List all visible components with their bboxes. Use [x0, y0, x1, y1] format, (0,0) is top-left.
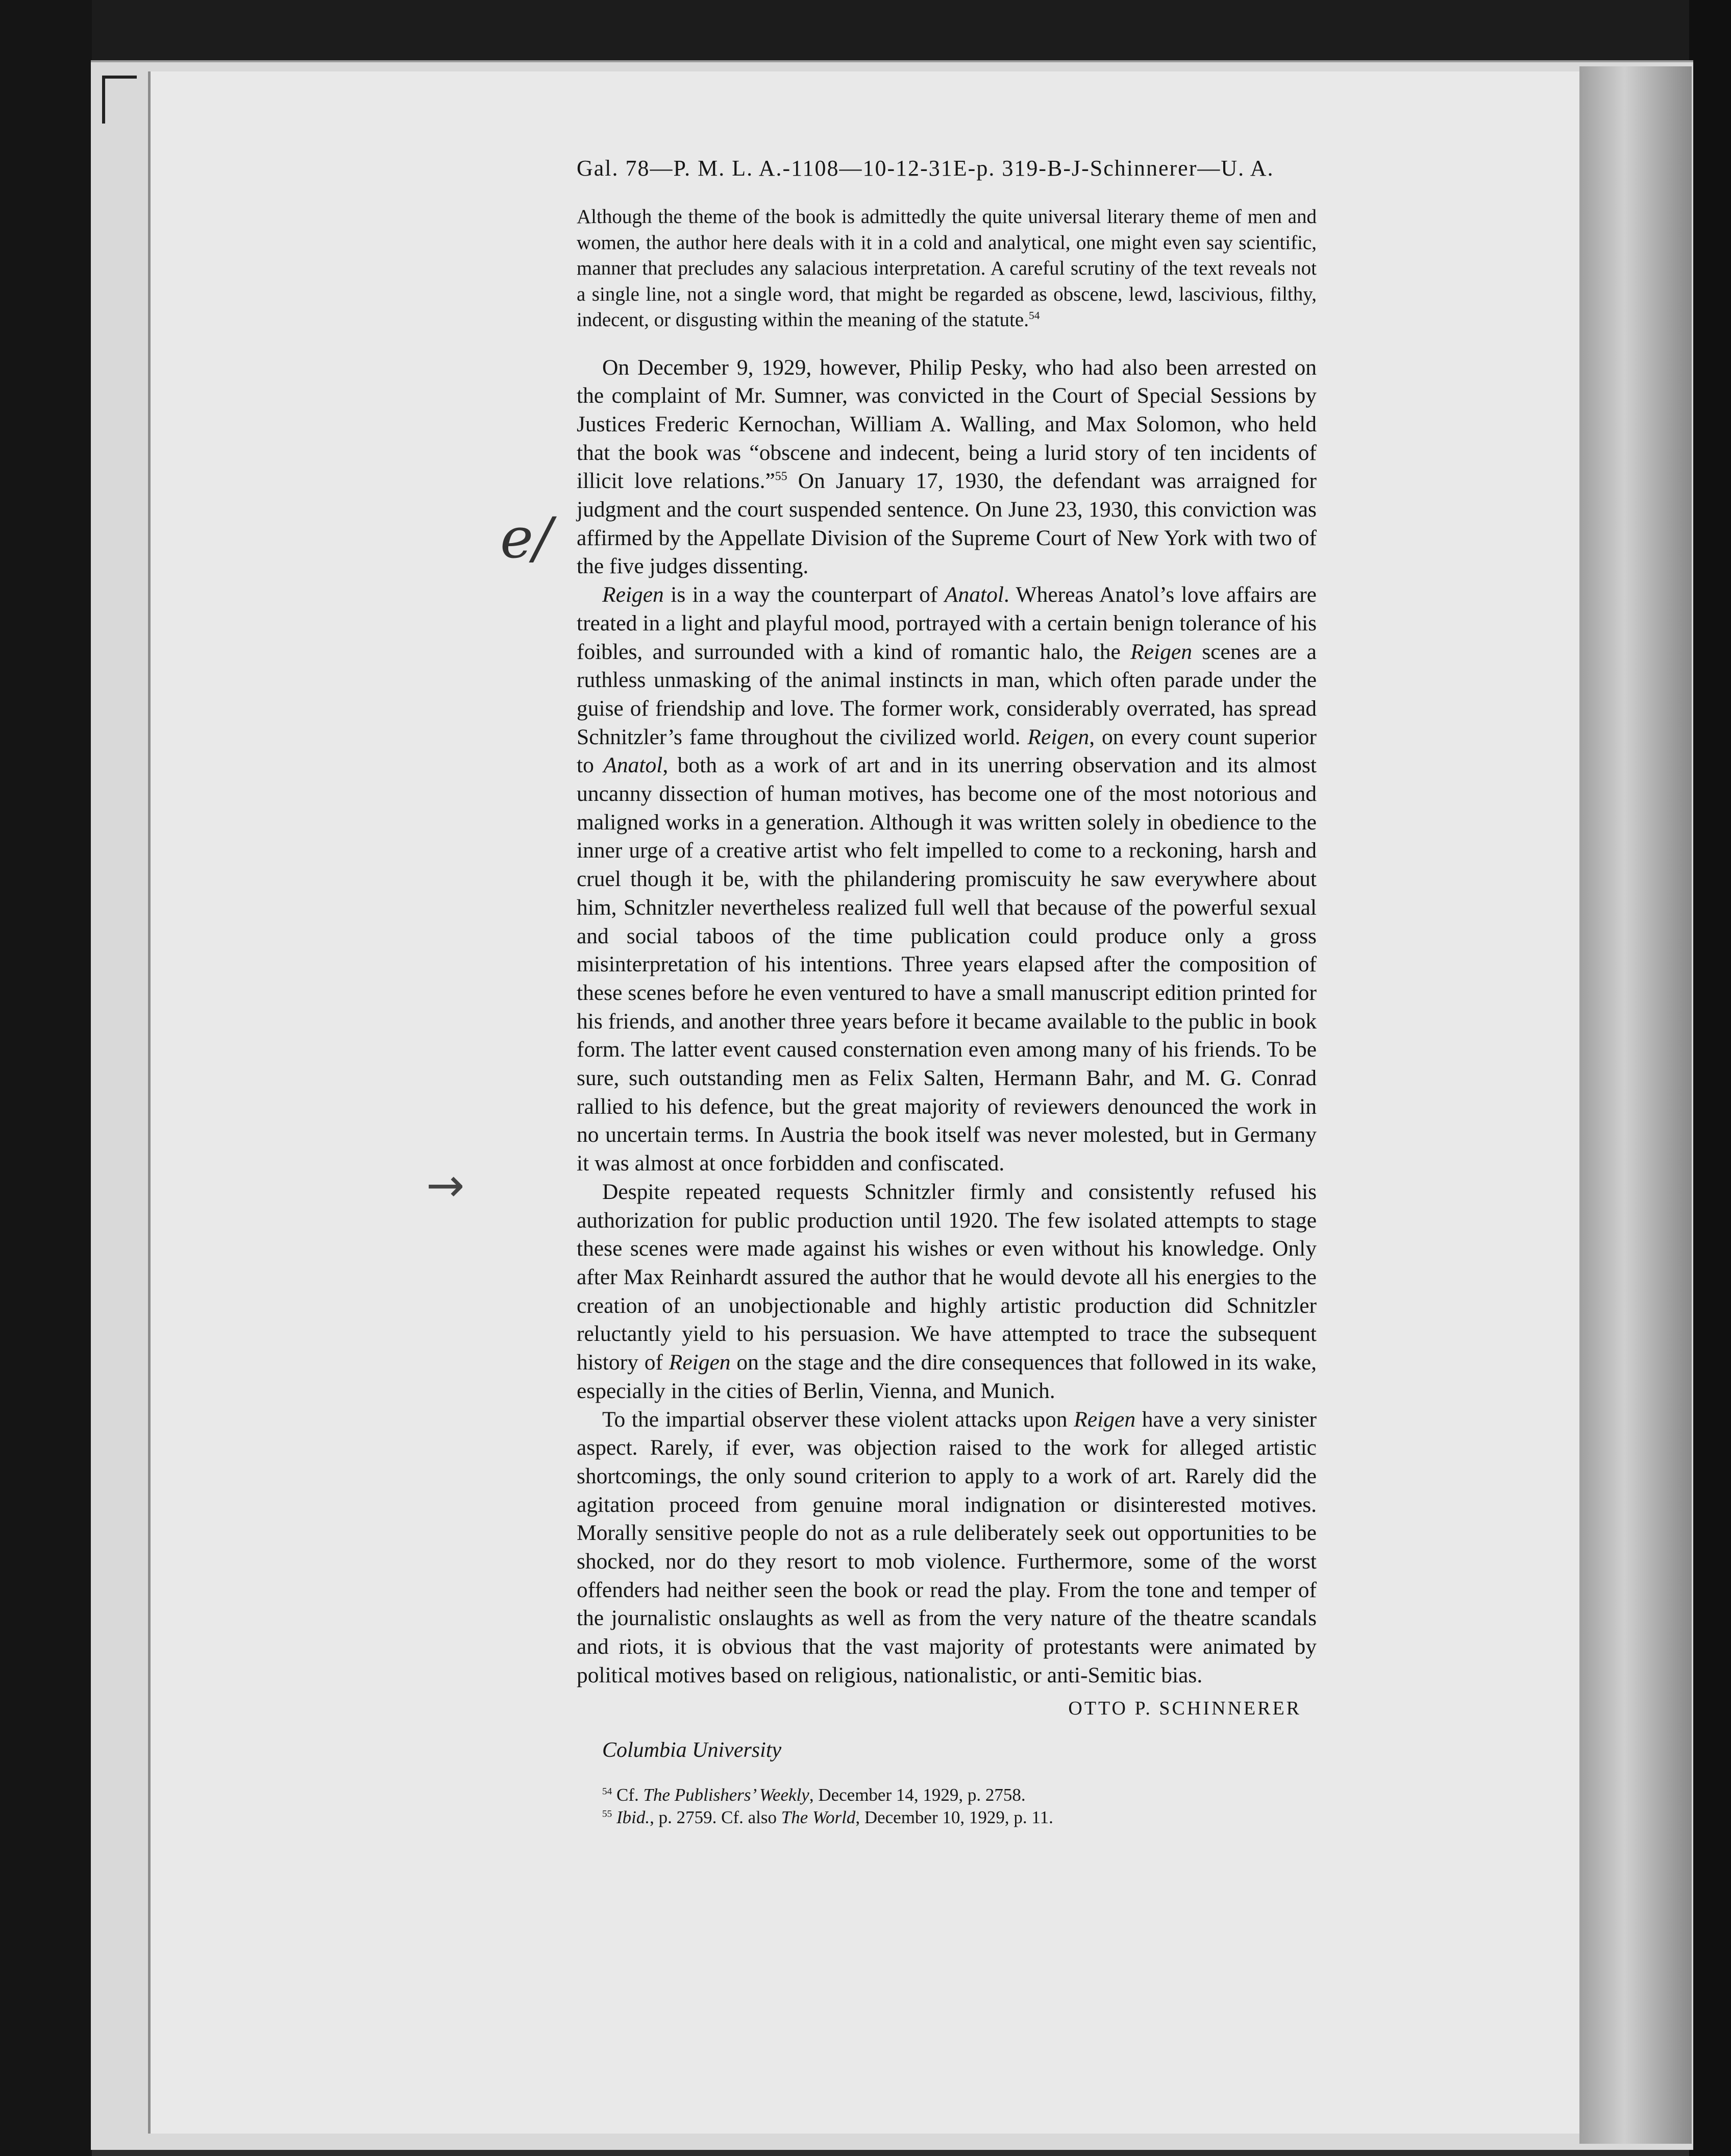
footnote-55 — [602, 1806, 1317, 1829]
block-quote — [577, 204, 1317, 333]
title-anatol: Anatol — [944, 582, 1004, 607]
page-edge-shadow — [1579, 66, 1692, 2144]
author-affiliation: Columbia University — [602, 1738, 782, 1762]
title-reigen: Reigen — [1074, 1407, 1136, 1432]
footnote-number: 54 — [602, 1785, 612, 1797]
footnote-ref-54: 54 — [1029, 309, 1040, 322]
paragraph-impartial-observer — [577, 1406, 1317, 1690]
scan-border-top — [0, 0, 1731, 61]
author-signature: OTTO P. SCHINNERER — [1068, 1697, 1301, 1719]
title-anatol: Anatol — [603, 753, 663, 778]
footnote-text: Cf. — [612, 1784, 644, 1805]
handwritten-margin-arrow: → — [426, 1159, 465, 1212]
footnote-text: , December 14, 1929, p. 2758. — [809, 1784, 1026, 1805]
paragraph-text: have a very sinister aspect. Rarely, if ever, was objection raised to the work for alleged artistic shortcomings, the only sound criterion to apply to a work of art. Rarely did the agitation proceed from genuine moral indignation or disinterested motives. Morally sensitive people do not as a rule deliberately seek out opportunities to be shocked, nor do they resort to mob violence. Furthermore, some of the worst offenders had neither seen the book or read the play. From the tone and temper of the journalistic onslaughts as well as from the very nature of the theatre scandals and riots, it is obvious that the vast majority of protestants were animated by political motives based on religious, nationalistic, or anti-Semitic bias. — [577, 1407, 1317, 1687]
galley-header: Gal. 78—P. M. L. A.-1108—10-12-31E-p. 319-B-J-Schinnerer—U. A. — [577, 156, 1274, 181]
title-reigen: Reigen — [1027, 724, 1090, 749]
paragraph-text: . Whereas Anatol’s love affairs are treated in a light and playful mood, portrayed with a certain benign tolerance of his foibles, and surrounded with a kind of romantic halo, the — [577, 582, 1317, 664]
paragraph-text: To the impartial observer these violent attacks upon — [602, 1407, 1074, 1432]
footnotes — [577, 1784, 1317, 1829]
scan-border-left — [0, 0, 92, 2156]
paragraph-text: , both as a work of art and in its unerring observation and its almost uncanny dissection of human motives, has become one of the most notorious and maligned works in a generation. Although it was written solely in obedience to the inner urge of a creative artist who felt impelled to come to a reckoning, harsh and cruel though it be, with the philandering promiscuity he saw everywhere about him, Schnitzler nevertheless realized full well that because of the powerful sexual and social taboos of the time publication could produce only a gross misinterpretation of his intentions. Three years elapsed after the composition of these scenes before he even ventured to have a small manuscript edition printed for his friends, and another three years before it became available to the public in book form. The latter event caused consternation even among many of his friends. To be sure, such outstanding men as Felix Salten, Hermann Bahr, and M. G. Conrad rallied to his defence, but the great majority of reviewers denounced the work in no uncertain terms. In Austria the book itself was never molested, but in Germany it was almost at once forbidden and confiscated. — [577, 753, 1317, 1176]
footnote-number: 55 — [602, 1808, 612, 1819]
block-quote-text: Although the theme of the book is admittedly the quite universal literary theme of men and women, the author here deals with it in a cold and analytical, one might even say scientific, manner that precludes any salacious interpretation. A careful scrutiny of the text reveals not a single line, not a single word, that might be regarded as obscene, lewd, lascivious, filthy, indecent, or disgusting within the meaning of the statute. — [577, 206, 1317, 331]
handwritten-margin-mark: e/ — [500, 505, 553, 571]
paragraph-text: , on every count superior to — [577, 724, 1317, 778]
scan-border-right — [1689, 0, 1731, 2156]
footnote-text — [612, 1807, 616, 1827]
footnote-source: Ibid. — [616, 1807, 650, 1827]
paragraph-reigen-anatol — [577, 581, 1317, 1178]
paragraph-public-production — [577, 1178, 1317, 1406]
title-reigen: Reigen — [1130, 639, 1192, 664]
paragraph-text: Despite repeated requests Schnitzler firmly and consistently refused his authorization for public production until 1920. The few isolated attempts to stage these scenes were made against his wishes or even without his knowledge. Only after Max Reinhardt assured the author that he would devote all his energies to the creation of an unobjectionable and highly artistic production did Schnitzler reluctantly yield to his persuasion. We have attempted to trace the subsequent history of — [577, 1179, 1317, 1375]
paragraph-text: on the stage and the dire consequences that followed in its wake, especially in the cities of Berlin, Vienna, and Munich. — [577, 1350, 1317, 1403]
footnote-54 — [602, 1784, 1317, 1806]
footnote-text: , p. 2759. Cf. also — [650, 1807, 781, 1827]
footnote-ref-55: 55 — [775, 470, 787, 483]
title-reigen: Reigen — [602, 582, 664, 607]
corner-crop-mark — [102, 76, 137, 124]
paragraph-text: scenes are a ruthless unmasking of the animal instincts in man, which often parade under the guise of friendship and love. The former work, considerably overrated, has spread Schnitzler’s fame throughout the civilized world. — [577, 639, 1317, 749]
paragraph-pesky-conviction — [577, 354, 1317, 581]
paragraph-text: On January 17, 1930, the defendant was arraigned for judgment and the court suspended sentence. On June 23, 1930, this conviction was affirmed by the Appellate Division of the Supreme Court of New York with two of the five judges dissenting. — [577, 469, 1317, 579]
title-reigen: Reigen — [669, 1350, 731, 1375]
paragraph-text: On December 9, 1929, however, Philip Pesky, who had also been arrested on the complaint of Mr. Sumner, was convicted in the Court of Special Sessions by Justices Frederic Kernochan, William A. Walling, and Max Solomon, who held that the book was “obscene and indecent, being a lurid story of ten incidents of illicit love relations.” — [577, 355, 1317, 494]
footnote-source: The Publishers’ Weekly — [643, 1784, 809, 1805]
footnote-source: The World — [781, 1807, 856, 1827]
article-text-block — [577, 153, 1317, 1829]
paragraph-text: is in a way the counterpart of — [663, 582, 945, 607]
footnote-text: , December 10, 1929, p. 11. — [855, 1807, 1053, 1827]
